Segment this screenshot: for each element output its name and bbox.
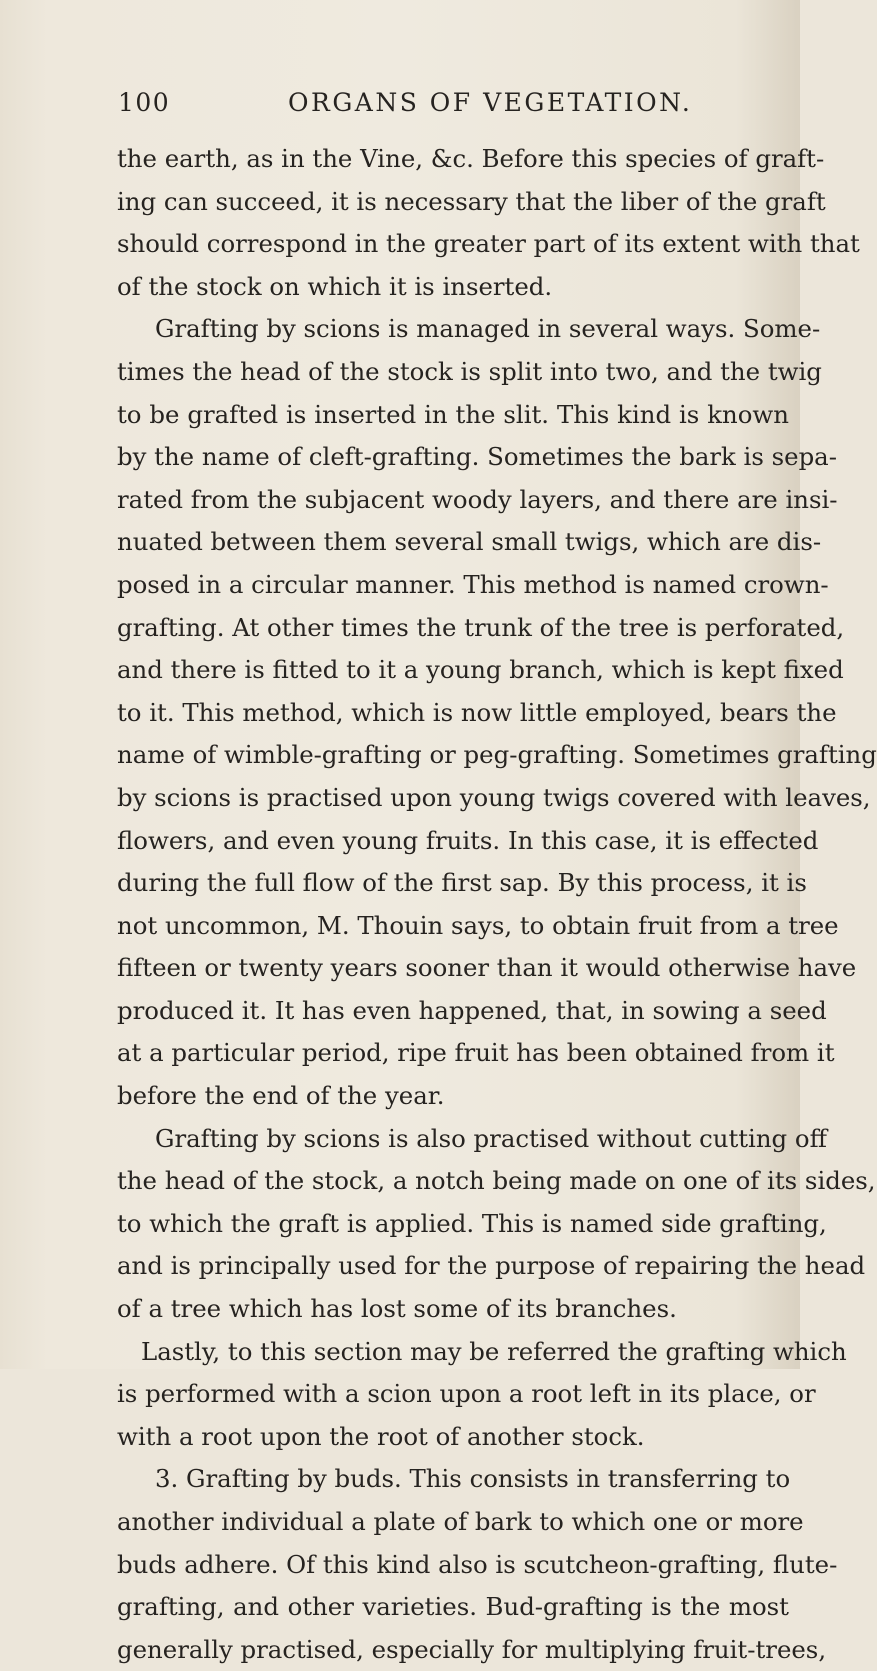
text-line: name of wimble-grafting or peg-grafting. Sometimes grafting <box>117 740 877 770</box>
paragraph-start-line: Grafting by scions is also practised without cutting off <box>155 1123 827 1153</box>
text-line: of the stock on which it is inserted. <box>117 271 553 301</box>
text-line: of a tree which has lost some of its branches. <box>117 1294 677 1324</box>
text-line: nuated between them several small twigs, which are dis- <box>117 527 822 557</box>
text-line: the head of the stock, a notch being made on one of its sides, <box>117 1166 876 1196</box>
text-line: should correspond in the greater part of its extent with that <box>117 229 860 259</box>
text-line: buds adhere. Of this kind also is scutcheon-grafting, flute- <box>117 1549 838 1579</box>
text-line: at a particular period, ripe fruit has been obtained from it <box>117 1038 835 1068</box>
paragraph-start-line: Grafting by scions is managed in several ways. Some- <box>155 314 821 344</box>
text-line: with a root upon the root of another stock. <box>117 1421 645 1451</box>
text-line: the earth, as in the Vine, &c. Before this species of graft- <box>117 144 825 173</box>
text-line: ing can succeed, it is necessary that the liber of the graft <box>117 186 826 216</box>
text-line: produced it. It has even happened, that, in sowing a seed <box>117 995 827 1025</box>
text-line: grafting. At other times the trunk of the tree is perforated, <box>117 612 845 642</box>
text-line: generally practised, especially for multiplying fruit-trees, <box>117 1634 827 1664</box>
text-line: posed in a circular manner. This method is named crown- <box>117 569 829 599</box>
running-head <box>118 88 718 117</box>
text-line: and is principally used for the purpose of repairing the head <box>117 1251 866 1281</box>
text-line: and there is fitted to it a young branch, which is kept fixed <box>117 655 844 685</box>
text-line: is performed with a scion upon a root left in its place, or <box>117 1379 816 1409</box>
text-line: not uncommon, M. Thouin says, to obtain fruit from a tree <box>117 910 839 940</box>
text-line: to it. This method, which is now little employed, bears the <box>117 697 837 727</box>
text-line: by the name of cleft-grafting. Sometimes the bark is sepa- <box>117 442 837 472</box>
text-line: to be grafted is inserted in the slit. This kind is known <box>117 399 789 429</box>
body-text <box>117 138 877 1671</box>
text-line: rated from the subjacent woody layers, and there are insi- <box>117 484 838 514</box>
text-line: to which the graft is applied. This is named side grafting, <box>117 1208 827 1238</box>
running-title: ORGANS OF VEGETATION. <box>288 88 693 117</box>
text-line: fifteen or twenty years sooner than it would otherwise have <box>117 953 857 983</box>
text-line: times the head of the stock is split into two, and the twig <box>117 356 822 386</box>
paragraph-start-line: Lastly, to this section may be referred the grafting which <box>141 1336 847 1366</box>
text-line: by scions is practised upon young twigs covered with leaves, <box>117 782 871 812</box>
text-line: flowers, and even young fruits. In this case, it is effected <box>117 825 819 855</box>
text-line: grafting, and other varieties. Bud-grafting is the most <box>117 1592 789 1622</box>
text-line: during the full flow of the first sap. By this process, it is <box>117 868 807 898</box>
text-line: before the end of the year. <box>117 1081 445 1111</box>
text-line: another individual a plate of bark to which one or more <box>117 1507 804 1536</box>
page-number: 100 <box>118 88 171 117</box>
paragraph-start-line: 3. Grafting by buds. This consists in transferring to <box>155 1464 791 1494</box>
